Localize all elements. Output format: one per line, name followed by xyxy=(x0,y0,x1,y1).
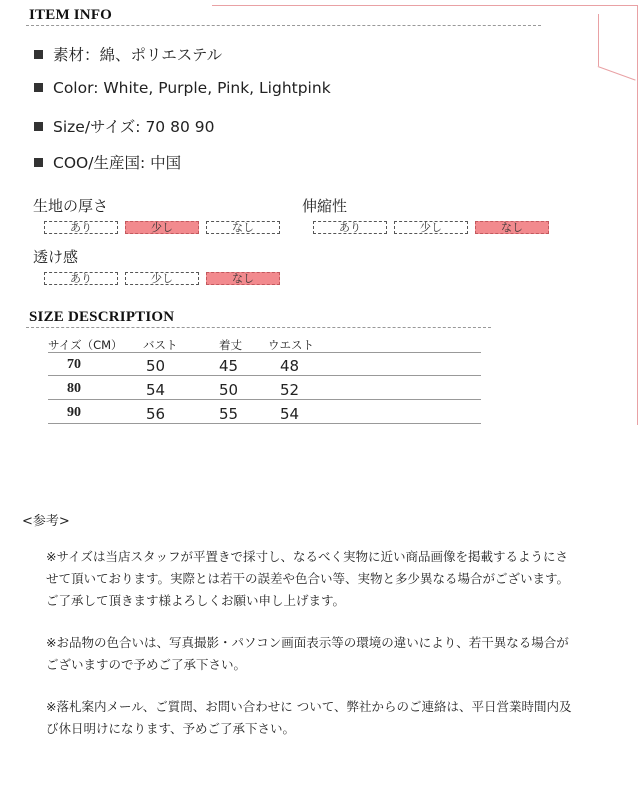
size-header-line xyxy=(48,352,481,353)
size-row-90-bust: 56 xyxy=(146,405,166,423)
reference-note-1: ※サイズは当店スタッフが平置きで採寸し、なるべく実物に近い商品画像を掲載するようにさせて頂いております。実際とは若干の誤差や色合い等、実物と多少異なる場合がございます。ご了承して頂きます様よろしくお願い申し上げます。 xyxy=(46,549,570,608)
bullet-size: Size/サイズ: 70 80 90 xyxy=(34,115,214,137)
chip-thickness-sukoshi: 少し xyxy=(125,221,199,234)
reference-note-2: ※お品物の色合いは、写真撮影・パソコン画面表示等の環境の違いにより、若干異なる場合がございますので予めご了承下さい。 xyxy=(46,635,569,672)
size-row-80-waist: 52 xyxy=(280,381,300,399)
thickness-label: 生地の厚さ xyxy=(33,197,109,215)
size-row-90-waist: 54 xyxy=(280,405,300,423)
reference-heading: <参考> xyxy=(22,514,70,529)
size-description-divider xyxy=(26,327,491,328)
reference-note-3: ※落札案内メール、ご質問、お問い合わせに ついて、弊社からのご連絡は、平日営業時間内及び休日明けになります、予めご了承下さい。 xyxy=(46,699,572,736)
chip-sheer-nashi: なし xyxy=(206,272,280,285)
frame-line-inner-slant xyxy=(598,66,636,81)
chip-thickness-ari: あり xyxy=(44,221,118,234)
size-row-90-line xyxy=(48,423,481,424)
chip-stretch-nashi: なし xyxy=(475,221,549,234)
chip-thickness-nashi: なし xyxy=(206,221,280,234)
size-description-heading: SIZE DESCRIPTION xyxy=(29,309,175,325)
size-header-waist: ウエスト xyxy=(268,338,314,352)
chip-stretch-ari: あり xyxy=(313,221,387,234)
square-bullet-icon xyxy=(34,83,43,92)
size-row-80-line xyxy=(48,399,481,400)
chip-sheer-ari: あり xyxy=(44,272,118,285)
square-bullet-icon xyxy=(34,122,43,131)
size-header-bust: バスト xyxy=(143,338,178,352)
size-row-70-waist: 48 xyxy=(280,357,300,375)
frame-line-right xyxy=(637,5,638,425)
size-row-70-line xyxy=(48,375,481,376)
item-info-heading: ITEM INFO xyxy=(29,7,113,23)
bullet-color: Color: White, Purple, Pink, Lightpink xyxy=(34,79,331,97)
size-row-70-bust: 50 xyxy=(146,357,166,375)
square-bullet-icon xyxy=(34,50,43,59)
chip-stretch-sukoshi: 少し xyxy=(394,221,468,234)
size-row-90-length: 55 xyxy=(219,405,239,423)
bullet-material: 素材：綿、ポリエステル xyxy=(34,43,222,65)
size-row-80-size: 80 xyxy=(67,381,81,396)
size-header-size: サイズ（CM） xyxy=(48,338,123,352)
size-row-70-size: 70 xyxy=(67,357,81,372)
frame-line-top xyxy=(212,5,638,6)
item-info-divider xyxy=(26,25,541,26)
size-row-80-length: 50 xyxy=(219,381,239,399)
chip-sheer-sukoshi: 少し xyxy=(125,272,199,285)
size-header-length: 着丈 xyxy=(219,338,242,352)
size-row-90-size: 90 xyxy=(67,405,81,420)
square-bullet-icon xyxy=(34,158,43,167)
bullet-coo: COO/生産国: 中国 xyxy=(34,151,181,173)
frame-line-inner-corner xyxy=(598,14,599,66)
sheer-label: 透け感 xyxy=(33,248,79,266)
stretch-label: 伸縮性 xyxy=(302,197,348,215)
size-row-70-length: 45 xyxy=(219,357,239,375)
size-row-80-bust: 54 xyxy=(146,381,166,399)
